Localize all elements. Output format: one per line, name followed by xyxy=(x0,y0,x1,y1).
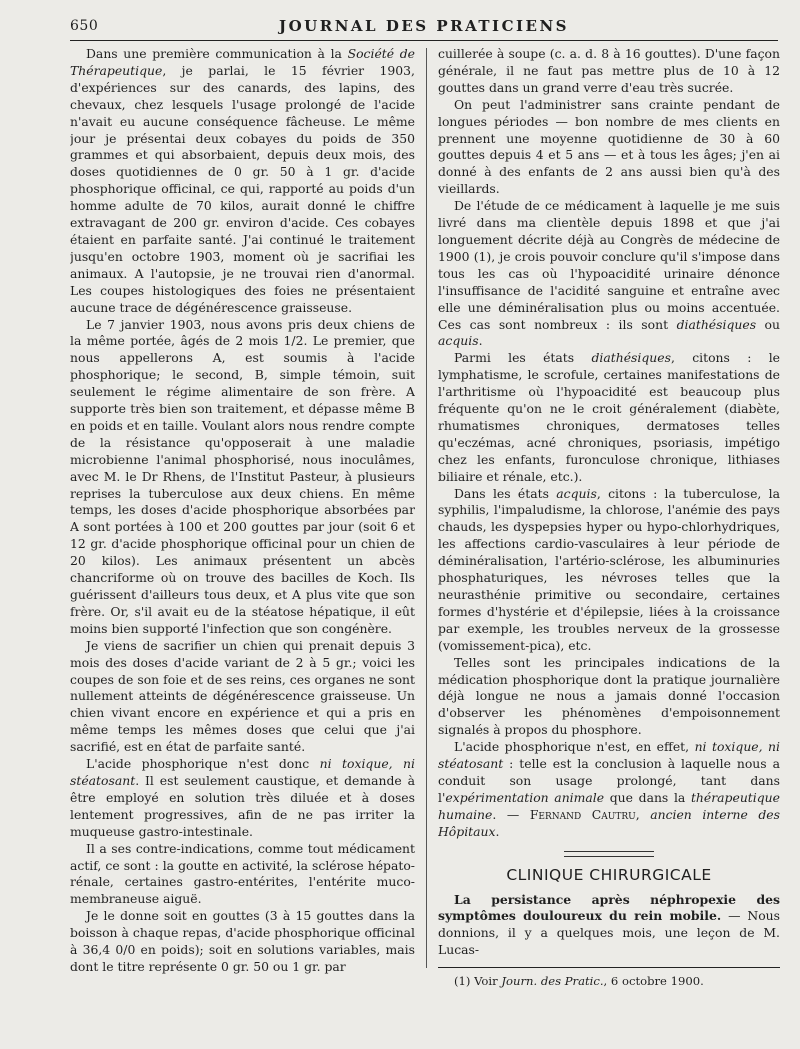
footnote-rule xyxy=(438,967,780,968)
column-divider xyxy=(426,48,427,968)
paragraph: De l'étude de ce médicament à laquelle je me suis livré dans ma clientèle depuis 1898 et que j'ai longuement décrite déjà au Congrès de médecine de 1900 (1), je crois pouvoir conclure qu'il s'impose dans tous les cas où l'hypoacidité urinaire dénonce l'insuffisance de l'acidité sanguine et entraîne avec elle une déminéralisation plus ou moins accentuée. Ces cas sont nombreux : ils sont diathésiques ou acquis. xyxy=(438,198,780,349)
paragraph: Dans une première communication à la Société de Thérapeutique, je parlai, le 15 février 1903, d'expériences sur des canards, des lapins, des chevaux, chez lesquels l'usage prolongé de l'acide n'avait eu aucune conséquence fâcheuse. Le même jour je présentai deux cobayes du poids de 350 grammes et qui absorbaient, depuis deux mois, des doses quotidiennes de 0 gr. 50 à 1 gr. d'acide phosphorique officinal, ce qui, rapporté au poids d'un homme adulte de 70 kilos, aurait donné le chiffre extravagant de 200 gr. environ d'acide. Ces cobayes étaient en parfaite santé. J'ai continué le traitement jusqu'en octobre 1903, moment où je sacrifiai les animaux. A l'autopsie, je ne trouvai rien d'anormal. Les coupes histologiques des foies ne présentaient aucune trace de dégénérescence graisseuse. xyxy=(70,46,415,315)
paragraph: Je le donne soit en gouttes (3 à 15 gouttes dans la boisson à chaque repas, d'acide phosphorique officinal à 36,4 0/0 en poids); soit en solutions variables, mais dont le titre représente 0 gr. 50 ou 1 gr. par xyxy=(70,908,415,974)
paragraph: L'acide phosphorique n'est donc ni toxique, ni stéatosant. Il est seulement caustique, et demande à être employé en solution très diluée et à doses lentement progressives, afin de ne pas irriter la muqueuse gastro-intestinale. xyxy=(70,756,415,839)
paragraph: Le 7 janvier 1903, nous avons pris deux chiens de la même portée, âgés de 2 mois 1/2. Le premier, que nous appellerons A, est soumis à l'acide phosphorique; le second, B, simple témoin, suit seulement le régime alimentaire de son frère. A supporte très bien son traitement, et dépasse même B en poids et en taille. Voulant alors nous rendre compte de la résistance qu'opposerait à une maladie microbienne l'animal phosphorisé, nous inoculâmes, avec M. le Dr Rhens, de l'Institut Pasteur, à plusieurs reprises la tuberculose aux deux chiens. En même temps, les doses d'acide phosphorique absorbées par A sont portées à 100 et 200 gouttes par jour (soit 6 et 12 gr. d'acide phosphorique officinal pour un chien de 20 kilos). Les animaux présentent un abcès chancriforme où on trouve des bacilles de Koch. Ils guérissent d'ailleurs tous deux, et A plus vite que son frère. Or, s'il avait eu de la stéatose hépatique, il eût moins bien supporté l'infection que son congénère. xyxy=(70,316,415,636)
footnote: (1) Voir Journ. des Pratic., 6 octobre 1900. xyxy=(454,974,704,989)
section-title: CLINIQUE CHIRURGICALE xyxy=(506,865,712,884)
paragraph: Je viens de sacrifier un chien qui prenait depuis 3 mois des doses d'acide variant de 2 à 5 gr.; voici les coupes de son foie et de ses reins, ces organes ne sont nullement atteints de dégénérescence graisseuse. Un chien vivant encore en expérience et qui a pris en même temps les mêmes doses que celui que j'ai sacrifié, est en état de parfaite santé. xyxy=(70,637,415,755)
author-name: Fernand Cautru xyxy=(529,806,636,822)
paragraph: Parmi les états diathésiques, citons : le lymphatisme, le scrofule, certaines manifestations de l'arthritisme où l'hypoacidité est beaucoup plus fréquente qu'on ne le croit généralement (diabète, rhumatismes chroniques, dermatoses telles qu'eczémas, acné chroniques, psoriasis, impétigo chez les enfants, furonculose chronique, lithiases biliaire et rénale, etc.). xyxy=(438,350,780,484)
paragraph: Telles sont les principales indications de la médication phosphorique dont la pratique journalière déjà longue ne nous a jamais donné l'occasion d'observer les phénomènes d'empoisonnement signalés à propos du phosphore. xyxy=(438,654,780,738)
paragraph: L'acide phosphorique n'est, en effet, ni toxique, ni stéatosant : telle est la conclusion à laquelle nous a conduit son usage prolongé, tant dans l'expérimentation animale que dans la thérapeutique humaine. — Fernand Cautru, ancien interne des Hôpitaux. xyxy=(438,739,780,839)
page-number: 650 xyxy=(70,18,99,34)
paragraph: cuillerée à soupe (c. a. d. 8 à 16 gouttes). D'une façon générale, il ne faut pas mettre plus de 10 à 12 gouttes dans un grand verre d'eau très sucrée. xyxy=(438,46,780,95)
journal-title: JOURNAL DES PRATICIENS xyxy=(279,17,569,35)
page-header xyxy=(70,12,778,41)
paragraph: Il a ses contre-indications, comme tout médicament actif, ce sont : la goutte en activité, la sclérose hépato-rénale, certaines gastro-entérites, l'entérite muco-membraneuse aiguë. xyxy=(70,840,415,907)
right-column xyxy=(438,46,780,1046)
paragraph: Dans les états acquis, citons : la tuberculose, la syphilis, l'impaludisme, la chlorose, l'anémie des pays chauds, les dyspepsies hyper ou hypo-chlorhydriques, les affections cardio-vasculaires à leur période de déminéralisation, l'artério-sclérose, les albuminuries phosphaturiques, les névroses telles que la neurasthénie primitive ou secondaire, certaines formes d'hystérie et d'épilepsie, liées à la croissance par exemple, les troubles nerveux de la grossesse (vomissement-pica), etc. xyxy=(438,485,780,653)
section-ornament xyxy=(564,851,654,857)
paragraph: On peut l'administrer sans crainte pendant de longues périodes — bon nombre de mes clients en prennent une moyenne quotidienne de 30 à 60 gouttes depuis 4 et 5 ans — et à tous les âges; j'en ai donné à des enfants de 2 ans aussi bien qu'à des vieillards. xyxy=(438,96,780,197)
article-lead: La persistance après néphropexie des symptômes douloureux du rein mobile. — Nous donnions, il y a quelques mois, une leçon de M. Lucas- xyxy=(438,891,780,958)
left-column xyxy=(70,46,415,1046)
